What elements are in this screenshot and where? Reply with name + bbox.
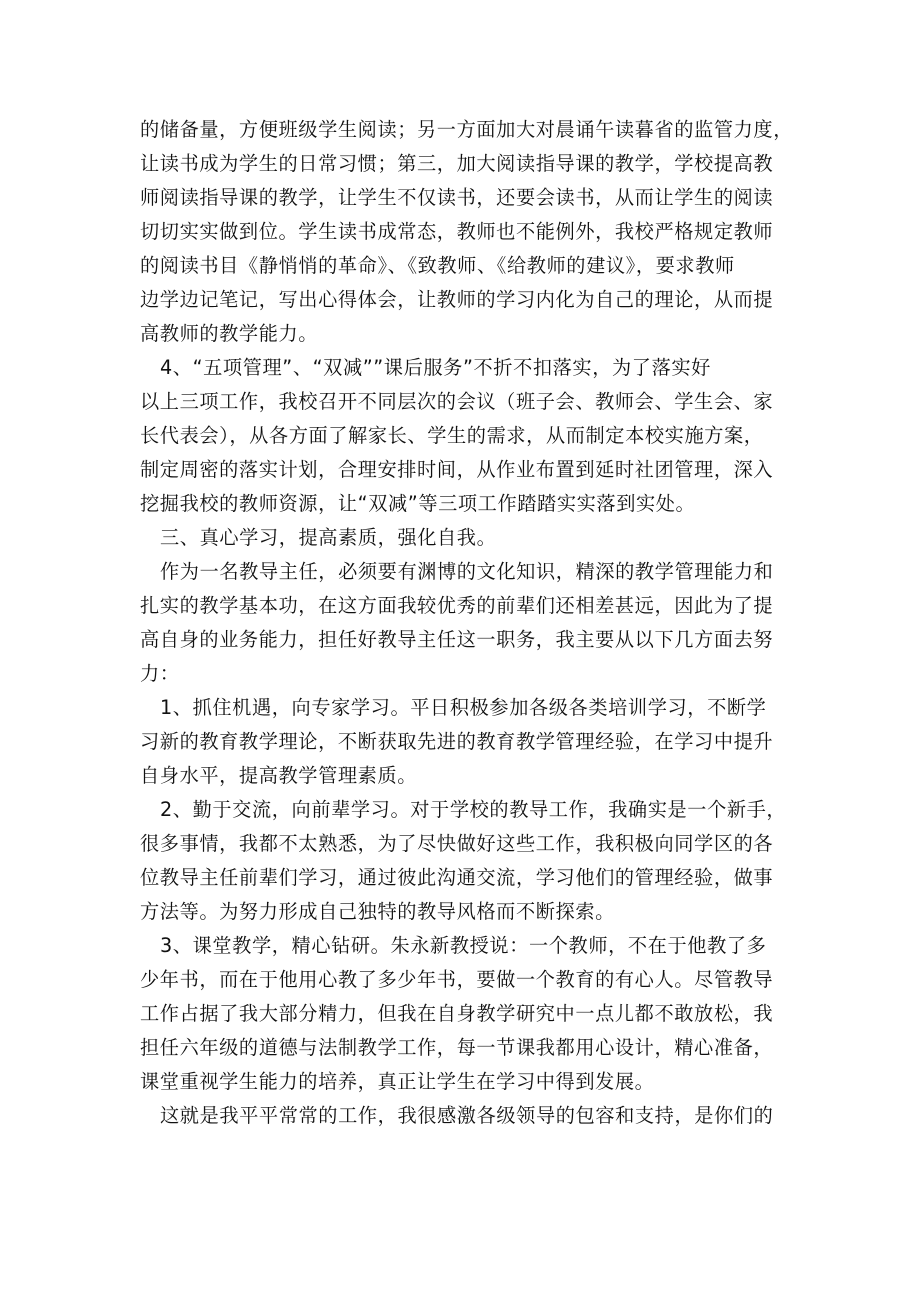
text-line: 位教导主任前辈们学习，通过彼此沟通交流，学习他们的管理经验，做事 xyxy=(140,866,774,889)
text-line: 担任六年级的道德与法制教学工作，每一节课我都用心设计，精心准备， xyxy=(140,1036,774,1059)
paragraph-start: 作为一名教导主任，必须要有渊博的文化知识，精深的教学管理能力和 xyxy=(160,560,774,583)
text-line: 自身水平，提高教学管理素质。 xyxy=(140,764,418,787)
text-line: 制定周密的落实计划，合理安排时间，从作业布置到延时社团管理，深入 xyxy=(140,458,774,481)
text-line: 挖掘我校的教师资源，让“双减”等三项工作踏踏实实落到实处。 xyxy=(140,492,696,515)
paragraph-item-3: 3、课堂教学，精心钻研。朱永新教授说：一个教师，不在于他教了多 xyxy=(160,934,767,957)
text-line: 边学边记笔记，写出心得体会，让教师的学习内化为自己的理论，从而提 xyxy=(140,288,774,311)
text-line: 高自身的业务能力，担任好教导主任这一职务，我主要从以下几方面去努 xyxy=(140,628,774,651)
text-line: 高教师的教学能力。 xyxy=(140,322,319,345)
text-line: 习新的教育教学理论，不断获取先进的教育教学管理经验，在学习中提升 xyxy=(140,730,774,753)
paragraph-heading-4: 4、“五项管理”、“双减””课后服务”不折不扣落实，为了落实好 xyxy=(160,356,711,379)
paragraph-item-2: 2、勤于交流，向前辈学习。对于学校的教导工作，我确实是一个新手， xyxy=(160,798,787,821)
text-line: 的储备量，方便班级学生阅读；另一方面加大对晨诵午读暮省的监管力度， xyxy=(140,118,793,141)
text-line: 很多事情，我都不太熟悉，为了尽快做好这些工作，我积极向同学区的各 xyxy=(140,832,774,855)
text-line: 的阅读书目《静悄悄的革命》、《致教师、《给教师的建议》，要求教师 xyxy=(140,254,735,277)
paragraph-item-1: 1、抓住机遇，向专家学习。平日积极参加各级各类培训学习，不断学 xyxy=(160,696,767,719)
text-line: 师阅读指导课的教学，让学生不仅读书，还要会读书，从而让学生的阅读 xyxy=(140,186,774,209)
text-line: 课堂重视学生能力的培养，真正让学生在学习中得到发展。 xyxy=(140,1070,655,1093)
text-line: 少年书，而在于他用心教了多少年书，要做一个教育的有心人。尽管教导 xyxy=(140,968,774,991)
text-line: 力： xyxy=(140,662,180,685)
text-line: 切切实实做到位。学生读书成常态，教师也不能例外，我校严格规定教师 xyxy=(140,220,774,243)
text-line: 以上三项工作，我校召开不同层次的会议（班子会、教师会、学生会、家 xyxy=(140,390,774,413)
section-heading-3: 三、真心学习，提高素质，强化自我。 xyxy=(160,526,497,549)
text-line: 让读书成为学生的日常习惯；第三，加大阅读指导课的教学，学校提高教 xyxy=(140,152,774,175)
text-line: 工作占据了我大部分精力，但我在自身教学研究中一点儿都不敢放松，我 xyxy=(140,1002,774,1025)
text-line: 方法等。为努力形成自己独特的教导风格而不断探索。 xyxy=(140,900,615,923)
text-line: 长代表会），从各方面了解家长、学生的需求，从而制定本校实施方案， xyxy=(140,424,764,447)
paragraph-closing: 这就是我平平常常的工作，我很感激各级领导的包容和支持，是你们的 xyxy=(160,1104,774,1127)
text-line: 扎实的教学基本功，在这方面我较优秀的前辈们还相差甚远，因此为了提 xyxy=(140,594,774,617)
